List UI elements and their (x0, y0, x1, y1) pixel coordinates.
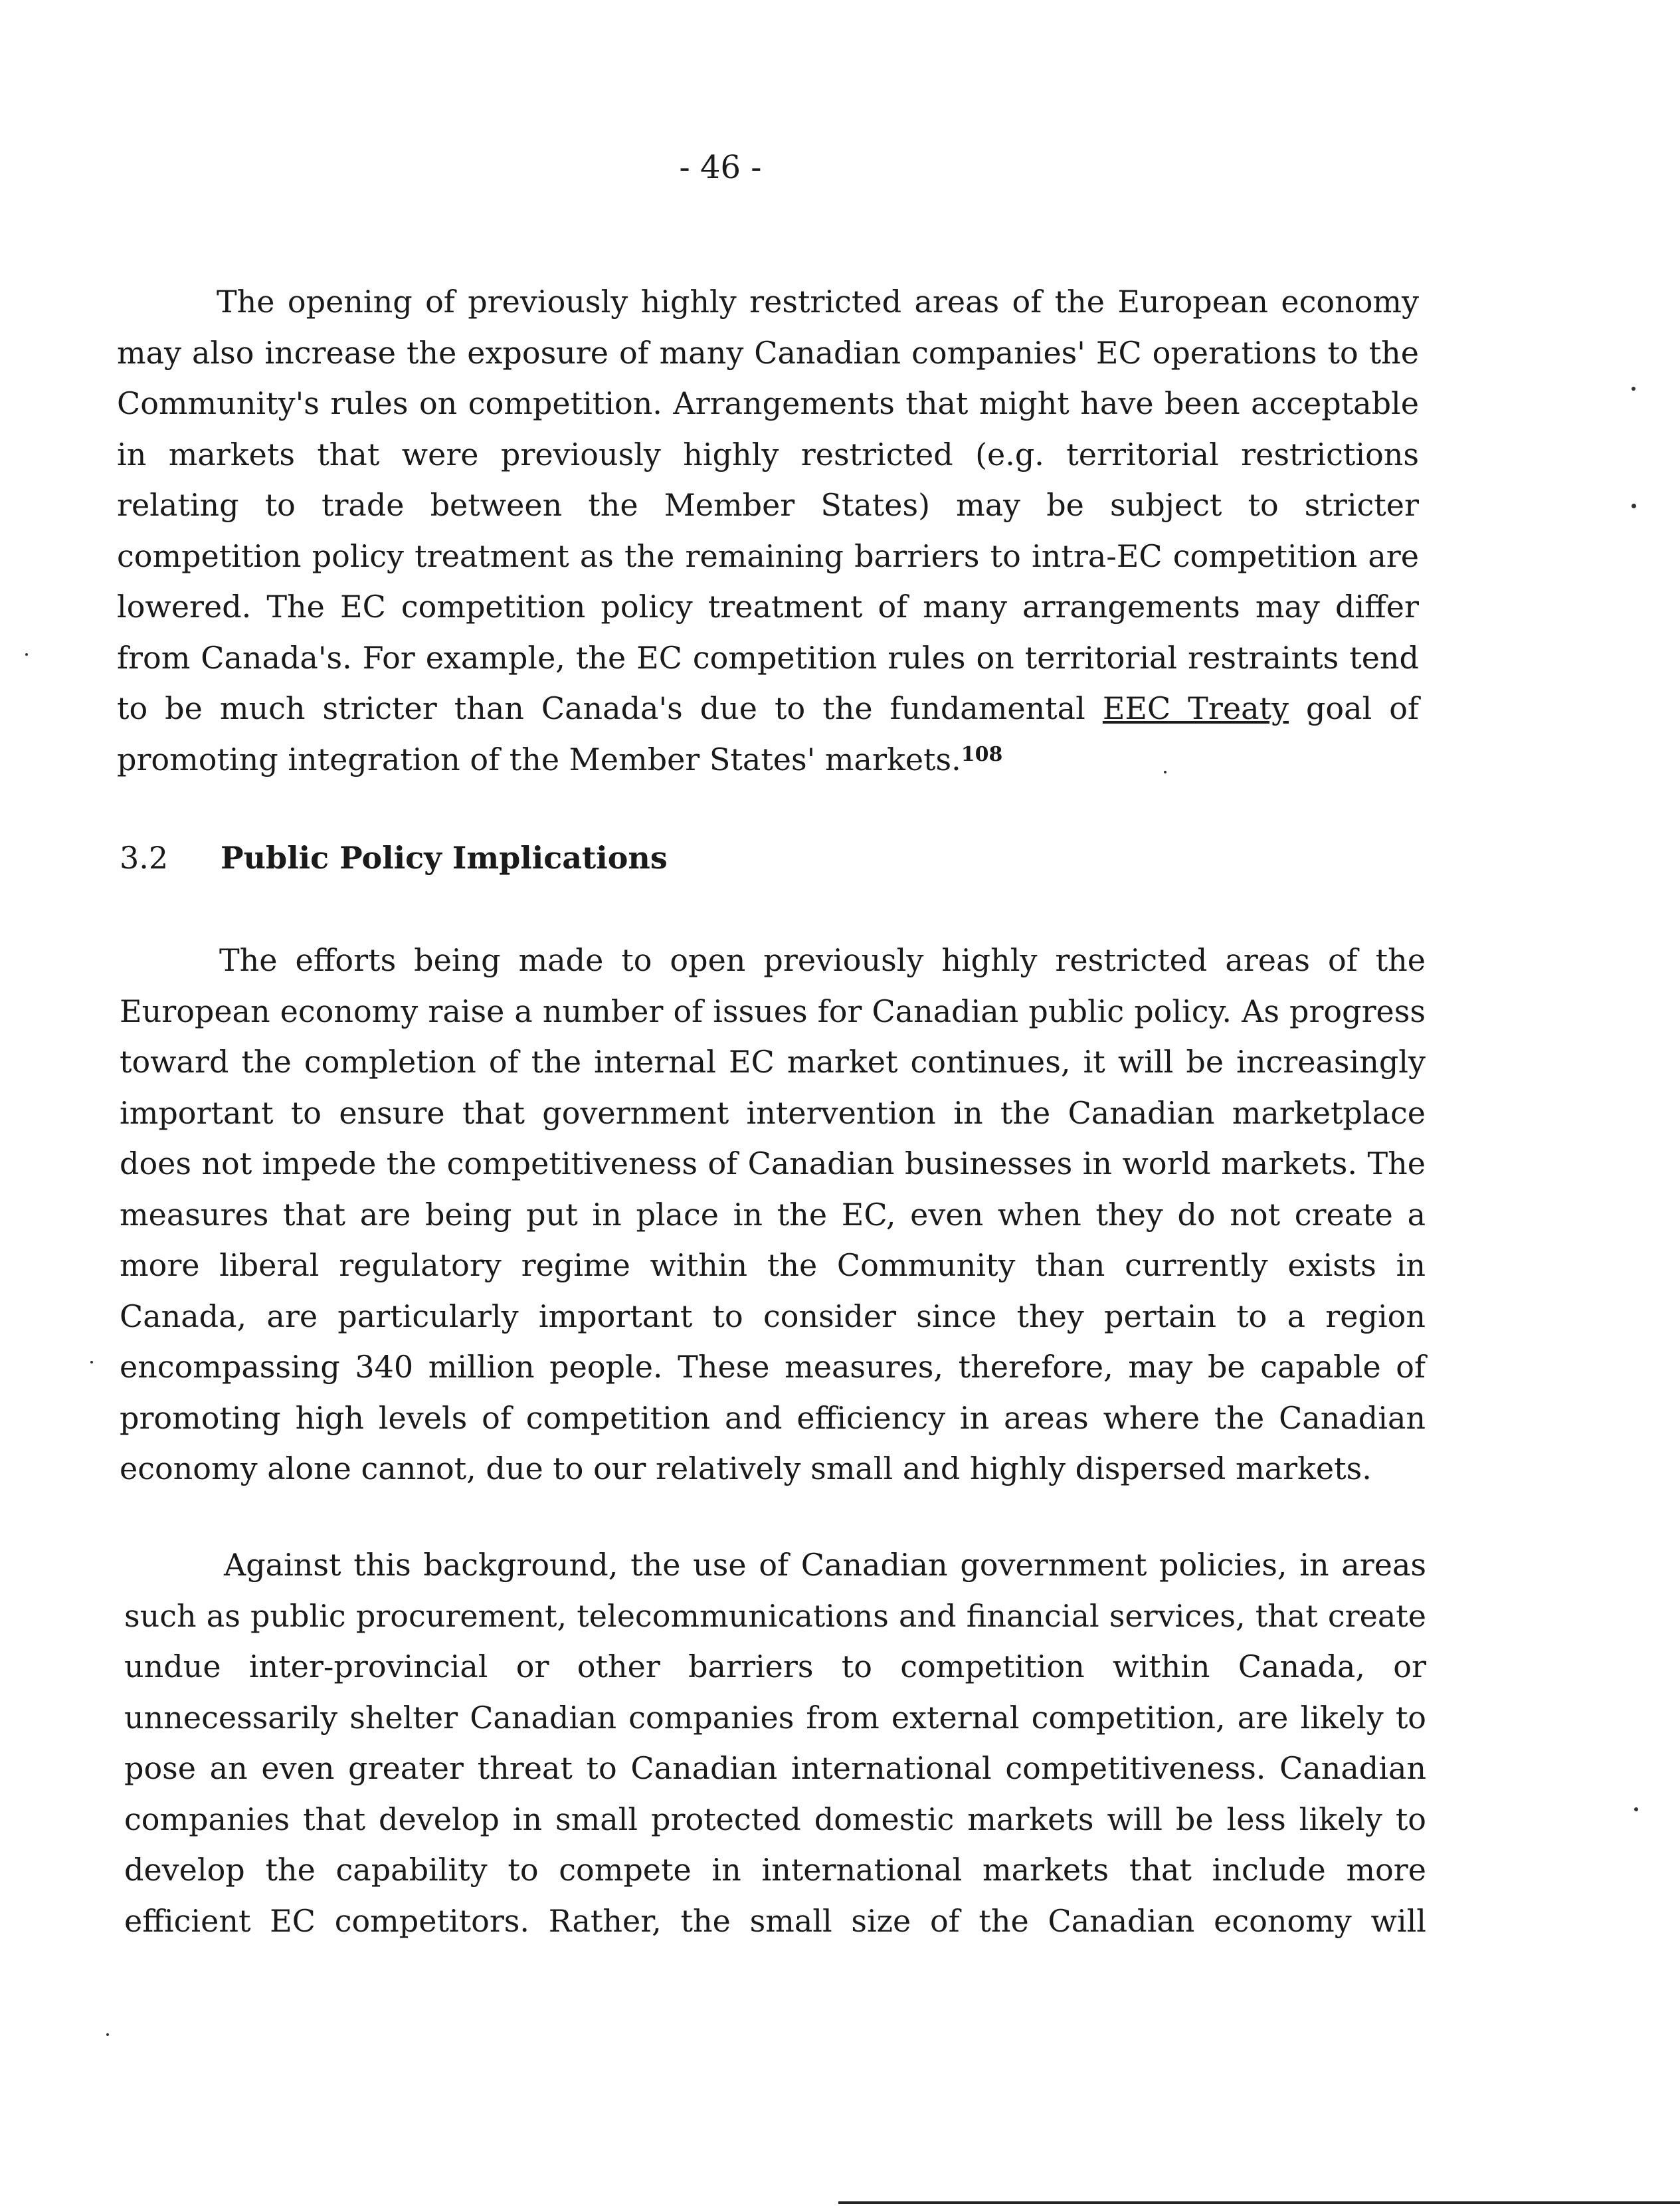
paragraph-public-policy: The efforts being made to open previously highly restricted areas of the European economy raise a number of issues for Canadian public policy. As progress toward the completion of the internal EC market continues, it will be increasingly important to ensure that government intervention in the Canadian marketplace does not impede the competitiveness of Canadian businesses in world markets. The measures that are being put in place in the EC, even when they do not create a more liberal regulatory regime within the Community than currently exists in Canada, are particularly important to consider since they pertain to a region encompassing 340 million people. These measures, therefore, may be capable of promoting high levels of competition and efficiency in areas where the Canadian economy alone cannot, due to our relatively small and highly dispersed markets. (120, 942, 1426, 1486)
paragraph-background: Against this background, the use of Canadian government policies, in areas such as public procurement, telecommunications and financial services, that create undue inter-provincial or other barriers to competition within Canada, or unnecessarily shelter Canadian companies from external competition, are likely to pose an even greater threat to Canadian international competitiveness. Canadian companies that develop in small protected domestic markets will be less likely to develop the capability to compete in international markets that include more efficient EC competitors. Rather, the small size of the Canadian economy will (124, 1547, 1426, 1939)
scan-speck (1634, 1807, 1638, 1811)
treaty-reference: EEC Treaty (1102, 690, 1289, 726)
section-heading (120, 837, 668, 879)
paragraph-text: The opening of previously highly restricted areas of the European economy may also increase the exposure of many Canadian companies' EC operations to the Community's rules on competition. Arrangements that might have been acceptable in markets that were previously highly restricted (e.g. territorial restrictions relating to trade between the Member States) may be subject to stricter competition policy treatment as the remaining barriers to intra-EC competition are lowered. The EC competition policy treatment of many arrangements may differ from Canada's. For example, the EC competition rules on territorial restraints tend to be much stricter than Canada's due to the fundamental (117, 284, 1419, 726)
paragraph-eec-competition (117, 276, 1419, 785)
section-title: Public Policy Implications (221, 840, 668, 876)
footnote-marker: 108 (961, 742, 1003, 766)
scan-speck (1164, 771, 1167, 773)
scan-speck (90, 1361, 93, 1363)
scan-speck (1632, 387, 1635, 391)
paragraph-text: goal of promoting integration of the Member States' markets. (117, 690, 1419, 777)
bottom-rule (838, 2201, 1680, 2204)
page-number: - 46 - (679, 149, 762, 186)
scan-speck (106, 2033, 109, 2036)
scan-speck (25, 653, 28, 656)
section-number: 3.2 (120, 840, 169, 876)
scan-speck (1632, 504, 1636, 508)
